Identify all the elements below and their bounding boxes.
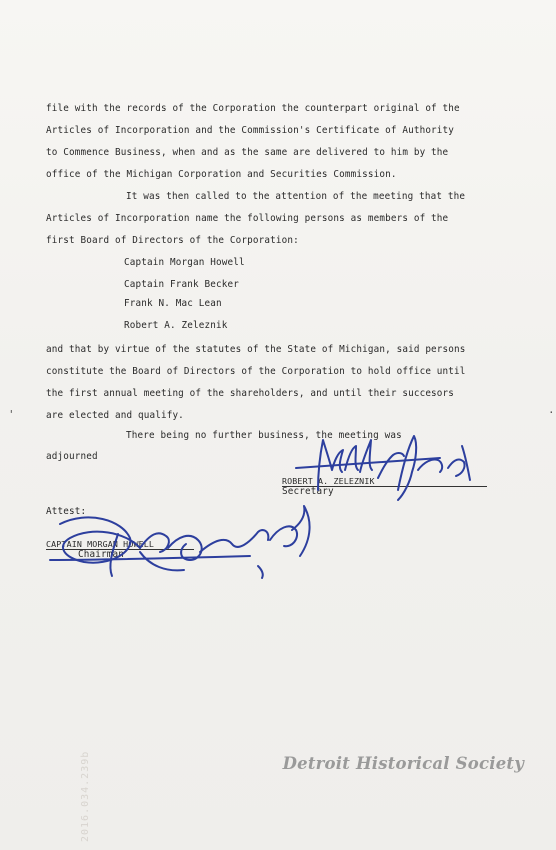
text-line: are elected and qualify. [46, 410, 184, 421]
watermark: Detroit Historical Society [282, 754, 524, 773]
director-name: Captain Morgan Howell [124, 257, 245, 268]
text-line: Articles of Incorporation name the following persons as members of the [46, 213, 449, 224]
closing-line: adjourned [46, 451, 98, 462]
director-name: Robert A. Zeleznik [124, 320, 228, 331]
stray-mark: ' [8, 408, 15, 421]
chairman-name: CAPTAIN MORGAN HOWELL [46, 539, 155, 549]
accession-stamp: 2016.034.239b [80, 750, 91, 842]
text-line: file with the records of the Corporation the counterpart original of the [46, 103, 460, 114]
attest-label: Attest: [46, 506, 87, 517]
text-line: constitute the Board of Directors of the Corporation to hold office until [46, 366, 466, 377]
director-name: Frank N. Mac Lean [124, 298, 222, 309]
closing-line: There being no further business, the meeting was [126, 430, 402, 441]
text-line: the first annual meeting of the shareholders, and until their succesors [46, 388, 455, 399]
text-line: office of the Michigan Corporation and Securities Commission. [46, 169, 397, 180]
secretary-name: ROBERT A. ZELEZNIK [282, 476, 375, 486]
text-line: It was then called to the attention of the meeting that the [126, 191, 466, 202]
chairman-signature [50, 506, 310, 578]
chairman-title: Chairman [78, 549, 124, 560]
director-name: Captain Frank Becker [124, 279, 239, 290]
text-line: to Commence Business, when and as the same are delivered to him by the [46, 147, 449, 158]
text-line: first Board of Directors of the Corporation: [46, 235, 299, 246]
secretary-signature [296, 436, 470, 500]
text-line: and that by virtue of the statutes of the State of Michigan, said persons [46, 344, 466, 355]
text-line: Articles of Incorporation and the Commission's Certificate of Authority [46, 125, 455, 136]
secretary-title: Secretary [282, 486, 334, 497]
stray-mark: · [548, 406, 555, 419]
